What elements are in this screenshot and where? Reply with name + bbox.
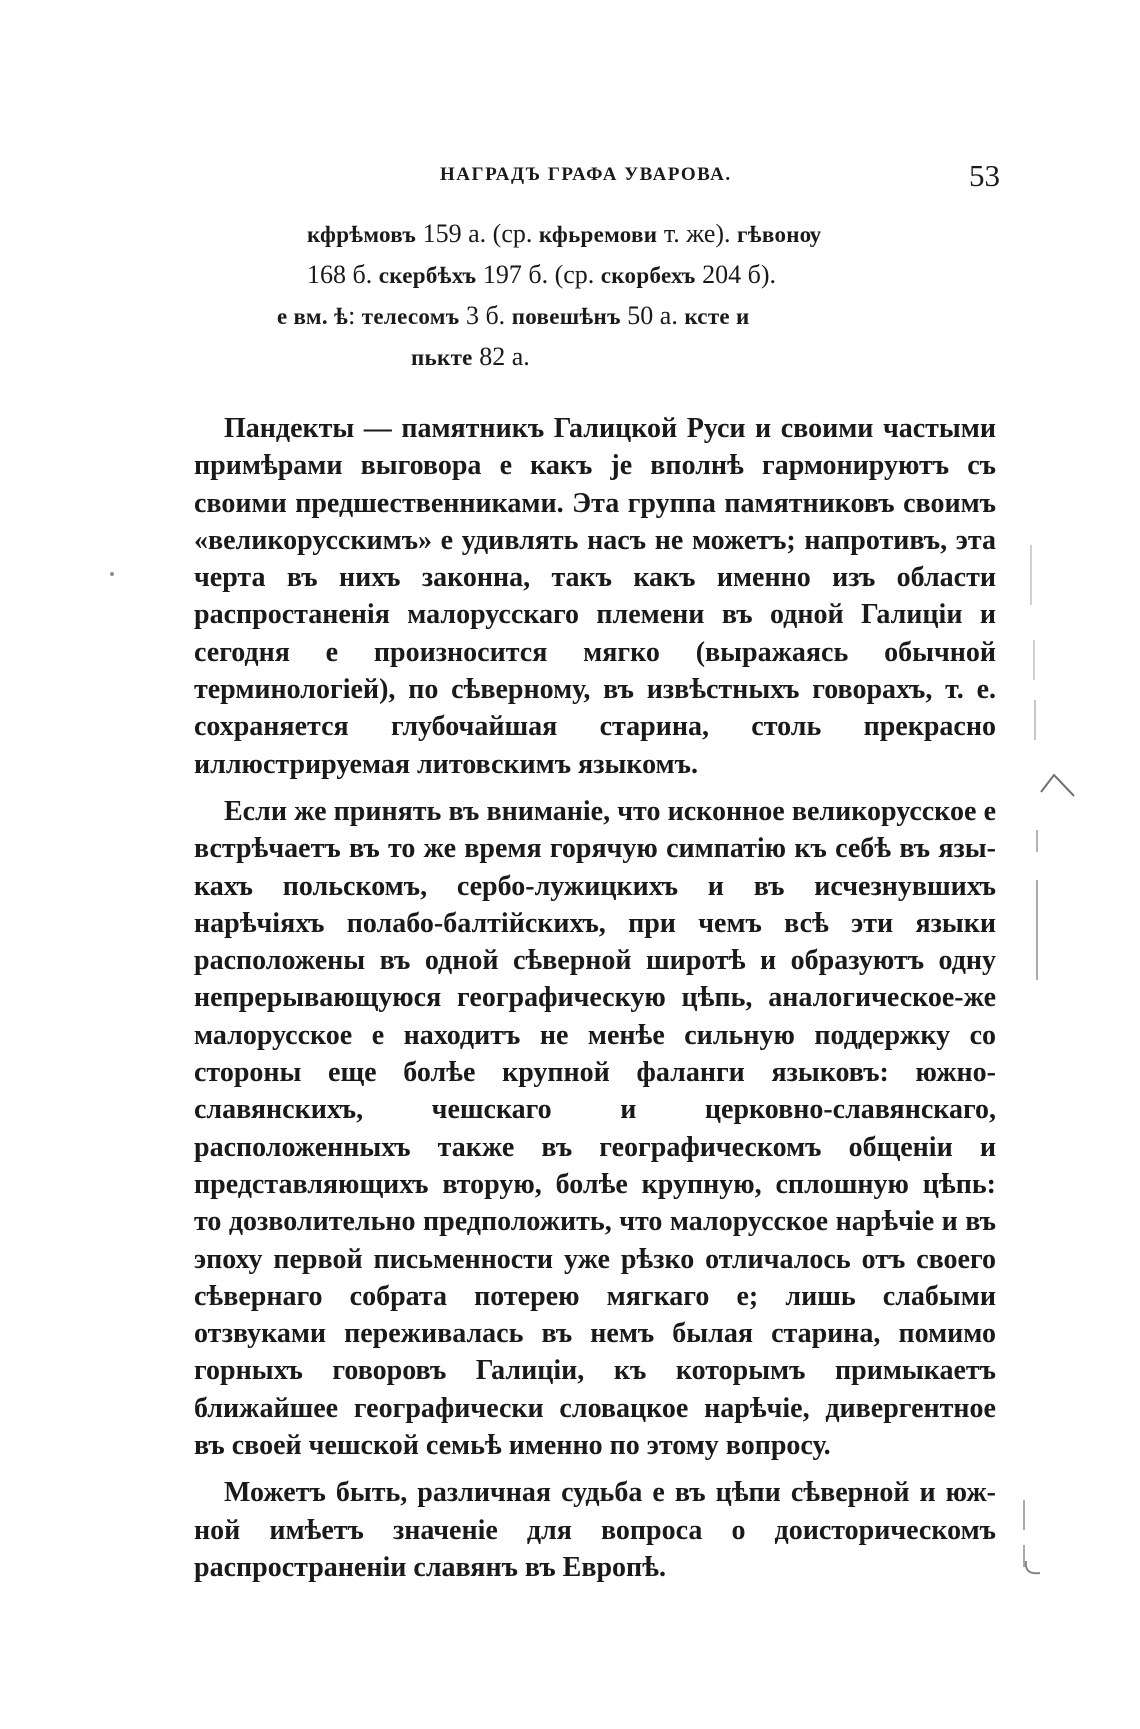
example-line-3	[277, 295, 1027, 336]
example-conj: и	[729, 304, 750, 329]
example-block	[277, 213, 1027, 377]
scan-arc-mark	[1038, 770, 1078, 800]
example-ref: 82 а.	[472, 342, 530, 371]
example-word: пькте	[411, 345, 473, 370]
example-word: скербѣхъ	[378, 263, 477, 288]
example-ref: 168 б.	[307, 260, 379, 289]
example-word: телесомъ	[361, 304, 460, 329]
example-word: гѣвонѹ	[737, 222, 822, 247]
example-word: скорбехъ	[600, 263, 696, 288]
example-sep: :	[348, 301, 362, 330]
example-line-4	[307, 336, 1027, 377]
example-prefix: е вм.	[277, 304, 334, 329]
example-line-1	[307, 213, 1027, 254]
scan-mark	[1036, 830, 1038, 852]
scan-mark	[1033, 640, 1035, 680]
body-text	[194, 410, 996, 1586]
example-word: ксте	[684, 304, 730, 329]
example-line-2	[307, 254, 1027, 295]
example-word: повешѣнъ	[511, 304, 621, 329]
example-word: кфьремови	[538, 222, 658, 247]
scan-mark	[1034, 700, 1036, 740]
scan-mark	[110, 572, 114, 576]
example-ref: 159 а. (ср.	[416, 219, 539, 248]
paragraph-1: Пандекты — памятникъ Галицкой Руси и своими частыми примѣрами выговора е какъ је вполнѣ гармонируютъ съ своими предшественниками. Эта группа памятниковъ своимъ «великорусскимъ» е удивлять насъ не можетъ; напротивъ, эта черта въ нихъ законна, такъ какъ именно изъ области распростаненія малорусскаго племени въ одной Галиціи и сегодня е произносится мягко (выражаясь обычной терминологіей), по сѣверному, въ извѣстныхъ говорахъ, т. е. сохраняется глубочайшая старина, столь прекрасно иллюстрируемая литовскимъ языкомъ.	[194, 413, 996, 780]
paragraph-3: Можетъ быть, различная судьба е въ цѣпи сѣверной и южной имѣетъ значеніе для вопроса о доисторическомъ распространеніи славянъ въ Европѣ.	[194, 1477, 996, 1583]
example-letter: ѣ	[333, 304, 349, 329]
example-word: кфрѣмовъ	[307, 222, 417, 247]
scan-mark	[1036, 880, 1038, 980]
running-head: НАГРАДЪ ГРАФА УВАРОВА.	[440, 164, 732, 185]
page-number: 53	[969, 158, 1000, 193]
page-header	[440, 160, 1000, 200]
example-ref: 50 а.	[620, 301, 685, 330]
scan-mark	[1023, 1500, 1025, 1530]
example-ref: т. же).	[657, 219, 738, 248]
example-ref: 197 б. (ср.	[476, 260, 601, 289]
scan-mark	[1030, 545, 1032, 605]
example-ref: 3 б.	[459, 301, 512, 330]
scan-arc-mark	[1020, 1555, 1060, 1585]
example-ref: 204 б).	[695, 260, 777, 289]
paragraph-2: Если же принять въ вниманіе, что исконное великорусское е встрѣчаетъ въ то же время горячую симпатію къ себѣ въ языкахъ польскомъ, сербо-лужицкихъ и въ исчезнувшихъ нарѣчіяхъ полабо-балтійскихъ, при чемъ всѣ эти языки расположены въ одной сѣверной широтѣ и образуютъ одну непрерывающуюся географическую цѣпь, аналогическое-же малорусское е находитъ не менѣе сильную поддержку со стороны еще болѣе крупной фаланги языковъ: южно-славянскихъ, чешскаго и церковно-славянскаго, расположенныхъ также въ географическомъ общеніи и представляющихъ вторую, болѣе крупную, сплошную цѣпь: то дозволительно предположить, что малорусское нарѣчіе и въ эпоху первой письменности уже рѣзко отличалось отъ своего сѣвернаго собрата потерею мягкаго е; лишь слабыми отзвуками переживалась въ немъ былая старина, помимо горныхъ говоровъ Галиціи, къ которымъ примыкаетъ ближайшее географически словацкое нарѣчіе, дивергентное въ своей чешской семьѣ именно по этому вопросу.	[194, 795, 996, 1462]
